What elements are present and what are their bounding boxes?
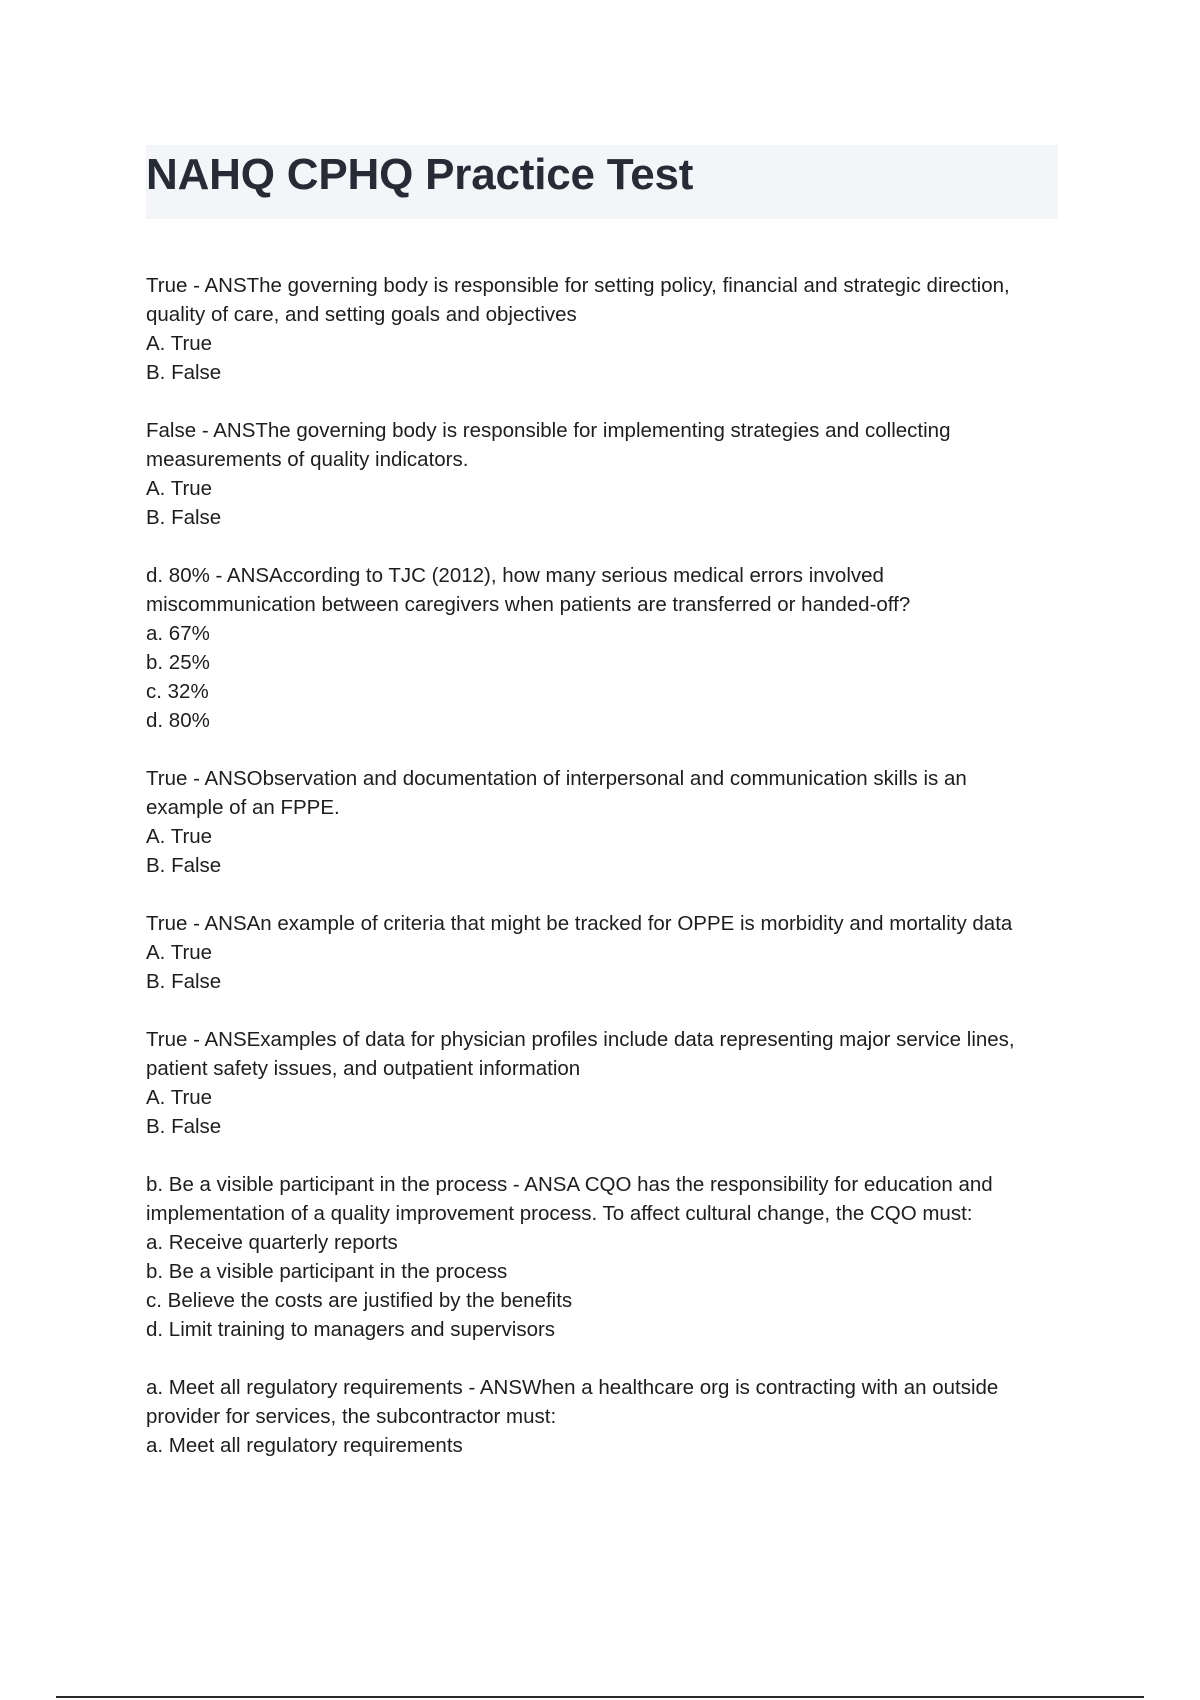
answer-option: B. False xyxy=(146,1115,222,1138)
answer-option: b. 25% xyxy=(146,651,210,674)
question-text: d. 80% - ANSAccording to TJC (2012), how many serious medical errors involved miscommunication between caregivers when patients are transferred or handed-off? xyxy=(146,564,911,616)
question-block-4 xyxy=(146,764,1046,880)
answer-option: a. Meet all regulatory requirements xyxy=(146,1434,463,1457)
question-text: False - ANSThe governing body is responsible for implementing strategies and collecting measurements of quality indicators. xyxy=(146,419,951,471)
question-text: True - ANSAn example of criteria that might be tracked for OPPE is morbidity and mortality data xyxy=(146,912,1013,935)
answer-option: c. 32% xyxy=(146,680,209,703)
question-text: True - ANSExamples of data for physician profiles include data representing major service lines, patient safety issues, and outpatient information xyxy=(146,1028,1015,1080)
question-block-7 xyxy=(146,1170,1046,1344)
question-list xyxy=(146,271,1046,1489)
question-text: True - ANSObservation and documentation of interpersonal and communication skills is an example of an FPPE. xyxy=(146,767,967,819)
answer-option: A. True xyxy=(146,941,213,964)
answer-option: A. True xyxy=(146,477,213,500)
question-block-1 xyxy=(146,271,1046,387)
answer-option: B. False xyxy=(146,506,222,529)
answer-option: c. Believe the costs are justified by the benefits xyxy=(146,1289,573,1312)
answer-option: B. False xyxy=(146,361,222,384)
answer-option: a. 67% xyxy=(146,622,210,645)
answer-option: B. False xyxy=(146,854,222,877)
answer-option: B. False xyxy=(146,970,222,993)
answer-option: A. True xyxy=(146,825,213,848)
question-text: a. Meet all regulatory requirements - ANSWhen a healthcare org is contracting with an outside provider for services, the subcontractor must: xyxy=(146,1376,999,1428)
question-block-5 xyxy=(146,909,1046,996)
answer-option: b. Be a visible participant in the process xyxy=(146,1260,508,1283)
question-block-2 xyxy=(146,416,1046,532)
question-text: b. Be a visible participant in the process - ANSA CQO has the responsibility for education and implementation of a quality improvement process. To affect cultural change, the CQO must: xyxy=(146,1173,993,1225)
question-block-3 xyxy=(146,561,1046,735)
answer-option: d. Limit training to managers and supervisors xyxy=(146,1318,556,1341)
answer-option: A. True xyxy=(146,332,213,355)
question-block-8 xyxy=(146,1373,1046,1460)
answer-option: A. True xyxy=(146,1086,213,1109)
page-title: NAHQ CPHQ Practice Test xyxy=(146,150,694,199)
answer-option: d. 80% xyxy=(146,709,210,732)
question-block-6 xyxy=(146,1025,1046,1141)
answer-option: a. Receive quarterly reports xyxy=(146,1231,398,1254)
question-text: True - ANSThe governing body is responsible for setting policy, financial and strategic direction, quality of care, and setting goals and objectives xyxy=(146,274,1010,326)
page-bottom-rule xyxy=(56,1696,1144,1698)
